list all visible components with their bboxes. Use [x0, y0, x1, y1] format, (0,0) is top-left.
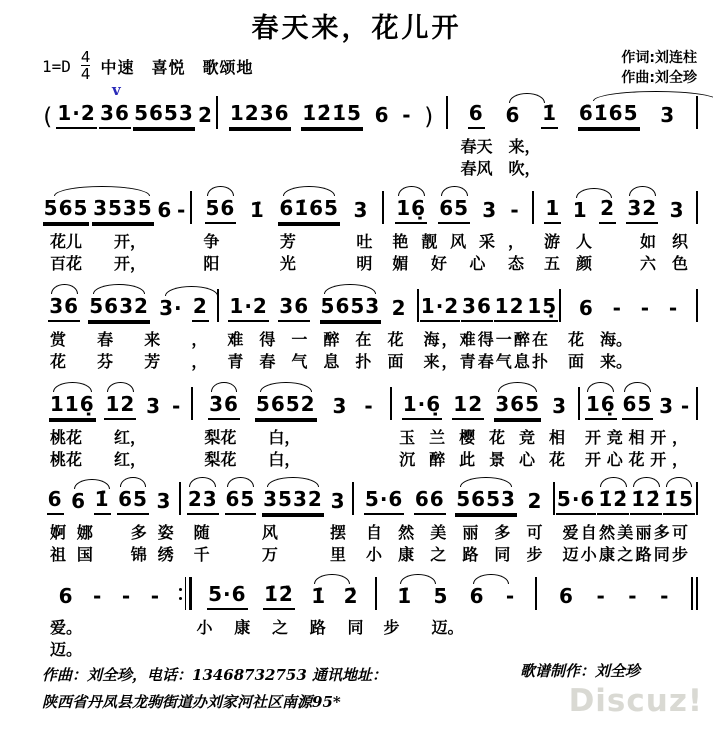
note: 1̇ [541, 101, 558, 129]
note: 5653 [133, 101, 195, 129]
lyric-cell: 面 来。 [567, 352, 632, 371]
lyric-cell: 爱自然美丽多可 [562, 523, 688, 542]
note: 1 [572, 198, 588, 222]
note: 6 [374, 103, 390, 127]
note: 1 [544, 196, 561, 224]
note: 3 [330, 489, 346, 513]
note: 65 [622, 392, 654, 420]
lyrics-row [40, 138, 698, 156]
final-barline [691, 577, 698, 610]
measure [192, 196, 382, 224]
lyric-cell: 花儿 开， [50, 232, 147, 251]
note: 23 [187, 487, 219, 515]
lyric-cell [538, 619, 698, 637]
note: 16̣ [395, 196, 427, 224]
lyrics-row [40, 619, 698, 637]
note: 3 [146, 394, 162, 418]
note: - [660, 584, 670, 608]
note: 1̇2̇ [263, 582, 295, 610]
key-signature: 1=D [42, 56, 71, 76]
note: 36 [278, 294, 310, 322]
note: 2 [192, 294, 209, 322]
meter-denominator: 4 [80, 65, 91, 83]
barline [696, 289, 698, 322]
note: - [402, 103, 412, 127]
note: 1̇ [397, 584, 413, 608]
measure [40, 487, 179, 515]
measure [419, 294, 559, 322]
note: 2 [599, 196, 616, 224]
breath-mark: v [112, 81, 121, 99]
note: 12 [452, 392, 484, 420]
lyric-cell: 步 迈。 [383, 618, 464, 637]
note: 36 [208, 392, 240, 420]
lyricist-credit: 作词:刘连柱 [621, 50, 697, 66]
notation-row [40, 479, 698, 515]
note: - [612, 296, 622, 320]
note: 1̇ [94, 487, 111, 515]
note: 3 [332, 394, 348, 418]
lyric-cell: 百花 开， [50, 254, 147, 273]
note: 15̣ [526, 294, 558, 322]
note: 3 [482, 198, 498, 222]
lyric-cell: 花芬芳， [50, 352, 208, 371]
composer-credit: 作曲:刘全珍 [621, 70, 697, 87]
note: 6 [71, 489, 86, 513]
measure [193, 392, 390, 420]
note: 2̇ [343, 584, 359, 608]
measure [537, 584, 691, 610]
lyric-cell: 随风摆 [193, 523, 347, 542]
note: 6 [578, 296, 594, 320]
measure [392, 392, 578, 420]
measure [561, 296, 696, 322]
note: 36 [99, 101, 131, 129]
note: 36 [48, 294, 80, 322]
note: 1·2 [420, 294, 460, 322]
note: 16̣ [585, 392, 617, 420]
music-system [40, 479, 698, 564]
note: 116̣ [49, 392, 96, 420]
measure [218, 101, 446, 129]
note: 36 [461, 294, 493, 322]
note: 3 [669, 198, 685, 222]
note: 65 [225, 487, 257, 515]
lyrics-row [40, 451, 698, 469]
music-system [40, 93, 698, 178]
measure [40, 392, 191, 420]
note: 2 [391, 296, 407, 320]
note: - [628, 584, 638, 608]
note: 6 [157, 198, 173, 222]
lyrics-row [40, 255, 698, 273]
note: - [505, 584, 516, 608]
note: 5653 [320, 294, 382, 322]
credits [621, 48, 697, 89]
measure [40, 584, 179, 610]
lyric-cell: 媚好心态 [392, 254, 524, 273]
note: 6 [505, 103, 521, 127]
note: - [176, 198, 187, 222]
note: 1̇ [311, 584, 327, 608]
lyric-cell: 千万里 [193, 545, 347, 564]
footer-contact [42, 662, 387, 716]
lyric-cell: 花 海。 [567, 330, 632, 349]
notation-row [40, 188, 698, 224]
note: 5·6 [207, 582, 247, 610]
lyric-cell: 青春气息扑面 [227, 352, 404, 371]
note: 5 [433, 584, 449, 608]
note: 5632 [88, 294, 150, 322]
note: 2 [527, 489, 543, 513]
lyric-cell: 小康之路同 [196, 618, 364, 637]
lyric-cell [186, 641, 373, 659]
measure [181, 487, 352, 515]
note: 3 [552, 394, 567, 418]
score-maker-credit: 歌谱制作：刘全珍 [520, 662, 641, 680]
repeat-dots [179, 588, 182, 600]
lyric-cell: 沉醉此景心花 [399, 450, 565, 469]
music-system [40, 574, 698, 659]
note: - [93, 584, 103, 608]
measure [354, 487, 553, 515]
meter-numerator: 4 [80, 48, 91, 66]
lyric-cell: 婀娜 多姿 [50, 523, 174, 542]
lyrics-row [40, 524, 698, 542]
note: 6 [47, 487, 64, 515]
lyric-cell: 春风 吹， [460, 159, 541, 178]
note: 3532 [262, 487, 324, 515]
note: 56 [205, 196, 237, 224]
footer-line2: 陕西省丹凤县龙驹街道办刘家河社区南源95* [42, 693, 341, 711]
note: 1·6̣ [402, 392, 442, 420]
discuz-watermark: Discuz! [568, 683, 703, 719]
music-system [40, 188, 698, 273]
lyric-cell: 争芳吐 [203, 232, 373, 251]
time-signature [81, 50, 91, 82]
note: 3· [159, 296, 183, 320]
note: 1̇2̇ [630, 487, 662, 515]
note: - [668, 296, 679, 320]
measure [219, 294, 417, 322]
lyrics-row [40, 429, 698, 447]
note: 3 [659, 394, 675, 418]
key-tempo-line [42, 50, 253, 82]
note: 5653 [455, 487, 517, 515]
note: 1̇2̇ [597, 487, 629, 515]
note: ( [43, 104, 54, 130]
measure [40, 294, 217, 322]
lyric-cell: 梨花 白， [204, 450, 301, 469]
note: 565 [43, 196, 90, 224]
barline [696, 482, 698, 515]
notation-row [40, 93, 698, 129]
lyric-cell: 五颜 六色 [543, 254, 689, 273]
lyric-cell: 梨花 白， [204, 428, 301, 447]
measure [555, 487, 696, 515]
note: - [121, 584, 132, 608]
note: 5·6 [364, 487, 404, 515]
lyric-cell: 来，青春气息扑 [423, 352, 548, 371]
note: - [171, 394, 182, 418]
note: 3 [660, 103, 676, 127]
lyric-cell: 艳靓风采， [392, 232, 524, 251]
lyrics-row [40, 160, 698, 178]
note: - [640, 296, 651, 320]
lyric-cell [40, 138, 222, 156]
note: 3535 [92, 196, 154, 224]
lyric-cell [374, 641, 539, 659]
lyrics-row [40, 641, 698, 659]
note: 2 [197, 103, 213, 127]
note: ) [424, 104, 435, 130]
note: 1·2 [56, 101, 96, 129]
lyrics-row [40, 331, 698, 349]
lyrics-row [40, 233, 698, 251]
note: 1̇5 [663, 487, 695, 515]
note: - [364, 394, 374, 418]
lyric-cell: 游人 如织 [543, 232, 689, 251]
note: 1·2 [228, 294, 268, 322]
lyric-cell: 赏春来， [50, 330, 208, 349]
measure [192, 582, 375, 610]
note: 65 [438, 196, 470, 224]
lyrics-row [40, 353, 698, 371]
music-system [40, 384, 698, 469]
lyric-cell: 爱。 [50, 618, 83, 637]
note: 6 [468, 101, 485, 129]
lyric-cell: 迈。 [50, 640, 83, 659]
lyric-cell [222, 160, 451, 178]
note: - [510, 198, 520, 222]
lyric-cell: 迈小康之路同步 [562, 545, 688, 564]
lyric-cell: 海，难得一醉在 [423, 330, 548, 349]
lyric-cell: 小康之路同步 [366, 545, 543, 564]
tempo-expression: 中速 喜悦 歌颂地 [100, 57, 254, 77]
measure [534, 196, 696, 224]
note: 1236 [229, 101, 291, 129]
measure [40, 196, 190, 224]
note: 65 [117, 487, 149, 515]
lyrics-row [40, 546, 698, 564]
note: 6 [58, 584, 74, 608]
music-system [40, 286, 698, 371]
footer-line1: 作曲：刘全珍，电话：13468732753 通讯地址： [42, 666, 388, 684]
barline [696, 191, 698, 224]
note: 12 [104, 392, 136, 420]
measure [40, 101, 216, 129]
note: 6 [558, 584, 574, 608]
note: 6̇1̇65 [278, 196, 340, 224]
barline-thin [185, 577, 186, 610]
lyric-cell: 玉兰樱花竞相 [399, 428, 565, 447]
lyric-cell: 阳光明 [203, 254, 373, 273]
note: 12 [494, 294, 526, 322]
measure [448, 101, 696, 129]
note: 5·6 [556, 487, 596, 515]
repeat-barline [179, 577, 192, 610]
note: - [150, 584, 161, 608]
note: 3 [353, 198, 369, 222]
lyric-cell: 春天 来， [460, 137, 541, 156]
lyric-cell: 难得一醉在花 [227, 330, 404, 349]
lyric-cell: 自然美丽多可 [366, 523, 543, 542]
notation-row [40, 286, 698, 322]
note: 1̇ [249, 198, 265, 222]
lyric-cell [40, 160, 222, 178]
note: 32 [626, 196, 658, 224]
lyric-cell: 桃花 红， [50, 450, 147, 469]
lyric-cell: 祖国 锦绣 [50, 545, 174, 564]
note: - [680, 394, 691, 418]
lyric-cell: 桃花 红， [50, 428, 147, 447]
note: 6 [469, 584, 485, 608]
notation-row [40, 384, 698, 420]
lyric-cell [222, 138, 451, 156]
page-title: 春天来，花儿开 [251, 13, 462, 44]
notation-row [40, 574, 698, 610]
note: 365 [494, 392, 541, 420]
measure [580, 392, 696, 420]
measure [377, 584, 536, 610]
note: 66 [414, 487, 446, 515]
note: 1̇2̇1̇5 [301, 101, 363, 129]
lyric-cell: 开心花开， [584, 450, 688, 469]
barline [696, 387, 698, 420]
note: 3 [156, 489, 172, 513]
lyric-cell: 开竞相开， [584, 428, 688, 447]
note: 6̇1̇65 [578, 101, 640, 129]
note: 5652 [255, 392, 317, 420]
measure [384, 196, 532, 224]
lyric-cell [538, 641, 698, 659]
note: - [596, 584, 606, 608]
